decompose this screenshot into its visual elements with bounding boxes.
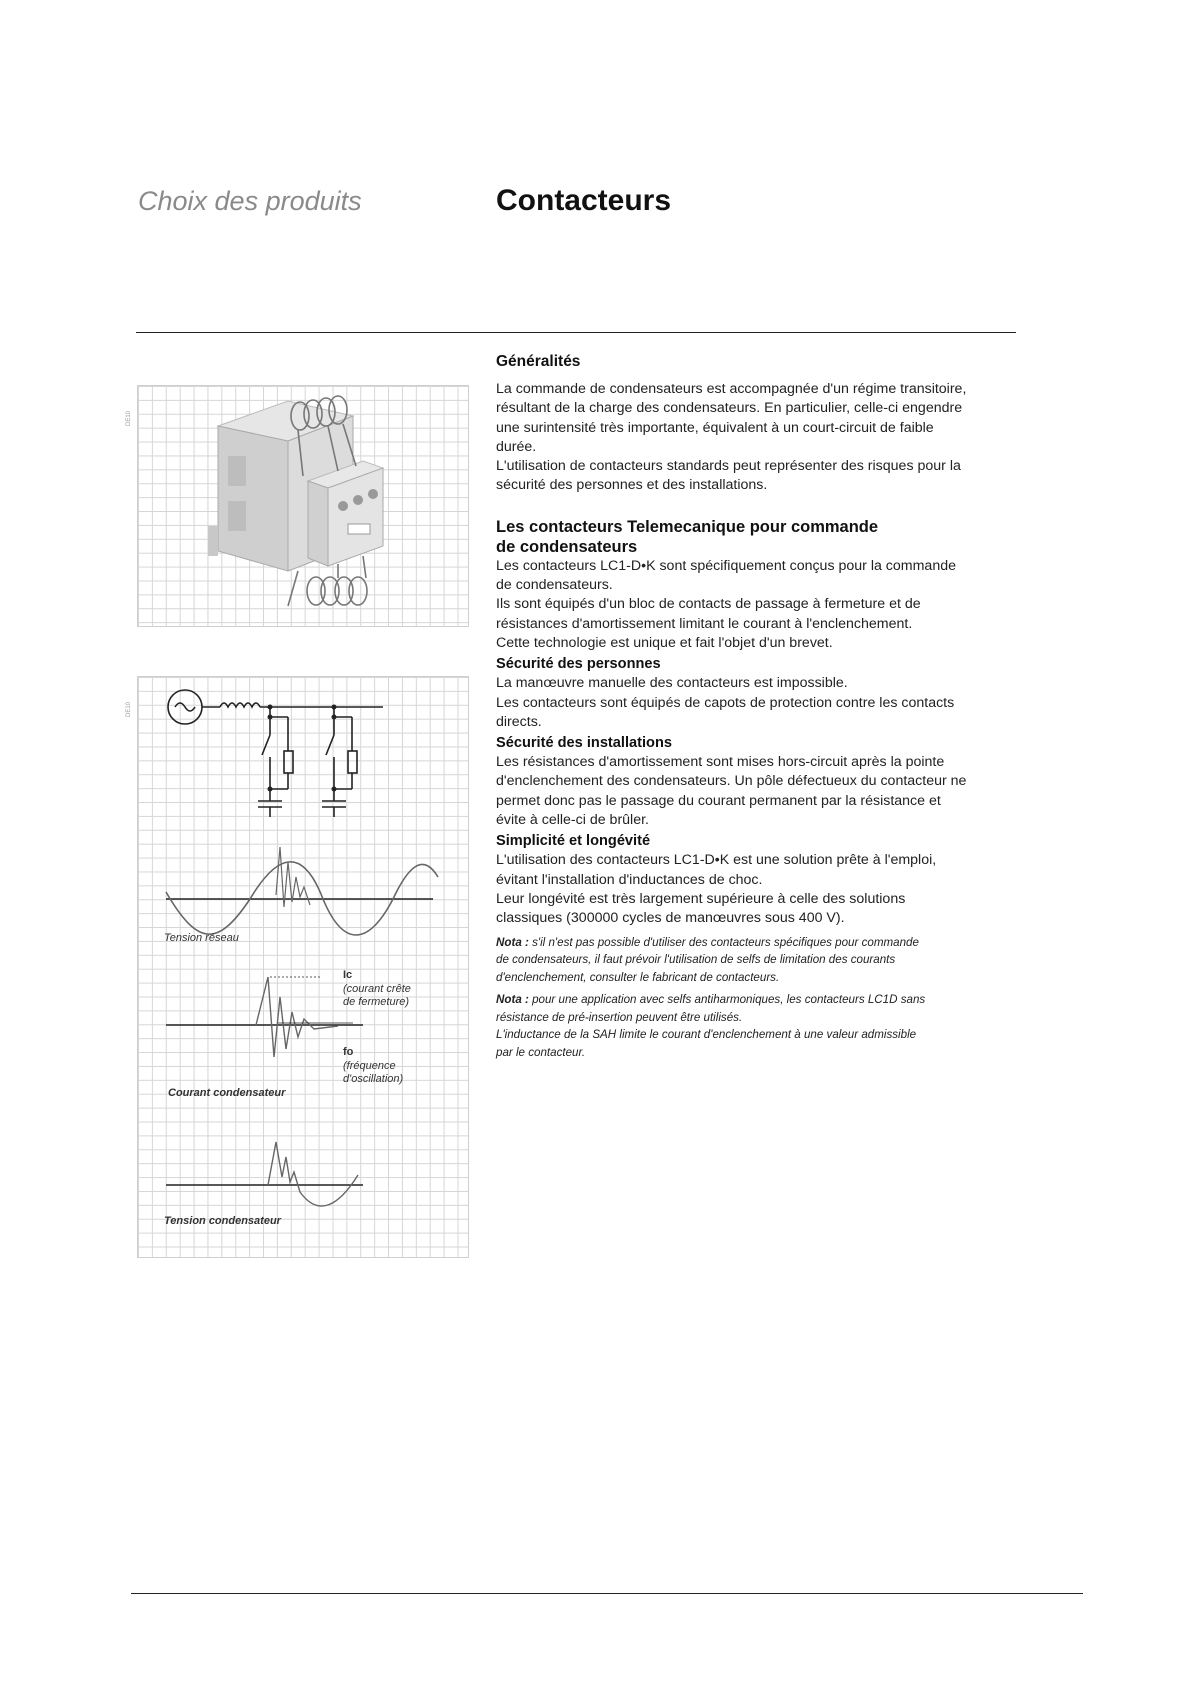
diagram-ref: DE10: [126, 701, 132, 717]
nota-1-text: s'il n'est pas possible d'utiliser des contacteurs spécifiques pour commande: [528, 935, 919, 949]
text-column: [496, 352, 1016, 1061]
securite-personnes-line: La manœuvre manuelle des contacteurs est impossible.: [496, 675, 848, 692]
generalites-line: La commande de condensateurs est accompagnée d'un régime transitoire,: [496, 381, 967, 397]
securite-installations-heading: Sécurité des installations: [496, 735, 672, 752]
telemecanique-heading-line2: de condensateurs: [496, 537, 638, 556]
nota-2-label: Nota :: [496, 993, 529, 1007]
tension-condensateur-label: Tension condensateur: [164, 1215, 281, 1227]
securite-installations-line: Les résistances d'amortissement sont mises hors-circuit après la pointe: [496, 754, 945, 771]
simplicite-line: L'utilisation des contacteurs LC1-D•K est une solution prête à l'emploi,: [496, 852, 937, 869]
tension-reseau-label: Tension réseau: [164, 932, 239, 944]
nota-1-line3: d'enclenchement, consulter le fabricant de contacteurs.: [496, 970, 780, 984]
fo-symbol: fo: [343, 1046, 354, 1058]
nota-2-text: pour une application avec selfs antiharmoniques, les contacteurs LC1D sans: [528, 993, 926, 1007]
top-divider: [136, 332, 1016, 333]
generalites-line: L'utilisation de contacteurs standards peut représenter des risques pour la: [496, 458, 961, 475]
ic-desc-line2: de fermeture): [343, 996, 410, 1008]
telemecanique-line: Ils sont équipés d'un bloc de contacts de passage à fermeture et de: [496, 596, 921, 613]
generalites-line: durée.: [496, 438, 537, 455]
simplicite-line: classiques (300000 cycles de manœuvres sous 400 V).: [496, 910, 845, 927]
fo-desc-line2: d'oscillation): [343, 1073, 404, 1085]
securite-personnes-heading: Sécurité des personnes: [496, 656, 661, 673]
generalites-line: résultant de la charge des condensateurs. En particulier, celle-ci engendre: [496, 400, 963, 417]
securite-installations-line: d'enclenchement des condensateurs. Un pôle défectueux du contacteur ne: [496, 773, 967, 790]
securite-personnes-line: Les contacteurs sont équipés de capots de protection contre les contacts: [496, 694, 955, 711]
nota-2-line2: résistance de pré-insertion peuvent être utilisés.: [496, 1010, 743, 1024]
contactor-photo: [126, 385, 469, 627]
nota-1-label: Nota :: [496, 935, 529, 949]
fo-desc-line1: (fréquence: [343, 1060, 396, 1072]
nota-1-line2: de condensateurs, il faut prévoir l'utilisation de selfs de limitation des courants: [496, 953, 896, 967]
telemecanique-line: Les contacteurs LC1-D•K sont spécifiquement conçus pour la commande: [496, 557, 956, 574]
nota-2-line1: [496, 991, 1016, 1009]
page-title: Contacteurs: [496, 184, 672, 217]
ic-desc-line1: (courant crête: [343, 983, 411, 995]
securite-installations-line: évite à celle-ci de brûler.: [496, 812, 649, 829]
photo-ref: DE10: [126, 410, 132, 426]
generalites-heading: Généralités: [496, 353, 581, 370]
securite-installations-line: permet donc pas le passage du courant permanent par la résistance et: [496, 792, 941, 809]
generalites-line: sécurité des personnes et des installations.: [496, 477, 768, 494]
nota-1-line1: [496, 934, 1016, 952]
nota-2-line4: par le contacteur.: [496, 1045, 586, 1059]
simplicite-line: Leur longévité est très largement supérieure à celle des solutions: [496, 890, 906, 907]
telemecanique-line: résistances d'amortissement limitant le courant à l'enclenchement.: [496, 615, 913, 632]
courant-condensateur-label: Courant condensateur: [168, 1087, 286, 1099]
ic-symbol: Ic: [343, 969, 353, 981]
securite-personnes-line: directs.: [496, 713, 542, 730]
circuit-and-waveforms: [138, 677, 468, 1257]
telemecanique-heading-line1: Les contacteurs Telemecanique pour commande: [496, 517, 879, 536]
bottom-divider: [131, 1593, 1083, 1594]
section-label: Choix des produits: [138, 186, 362, 216]
simplicite-line: évitant l'installation d'inductances de choc.: [496, 871, 763, 888]
telemecanique-line: Cette technologie est unique et fait l'objet d'un brevet.: [496, 634, 833, 651]
generalites-line: une surintensité très importante, équivalent à un court-circuit de faible: [496, 419, 934, 436]
contactor-illustration: [138, 386, 468, 626]
simplicite-heading: Simplicité et longévité: [496, 833, 651, 850]
telemecanique-line: de condensateurs.: [496, 577, 613, 594]
transient-diagram: [126, 676, 469, 1258]
nota-2-line3: L'inductance de la SAH limite le courant d'enclenchement à une valeur admissible: [496, 1028, 917, 1042]
